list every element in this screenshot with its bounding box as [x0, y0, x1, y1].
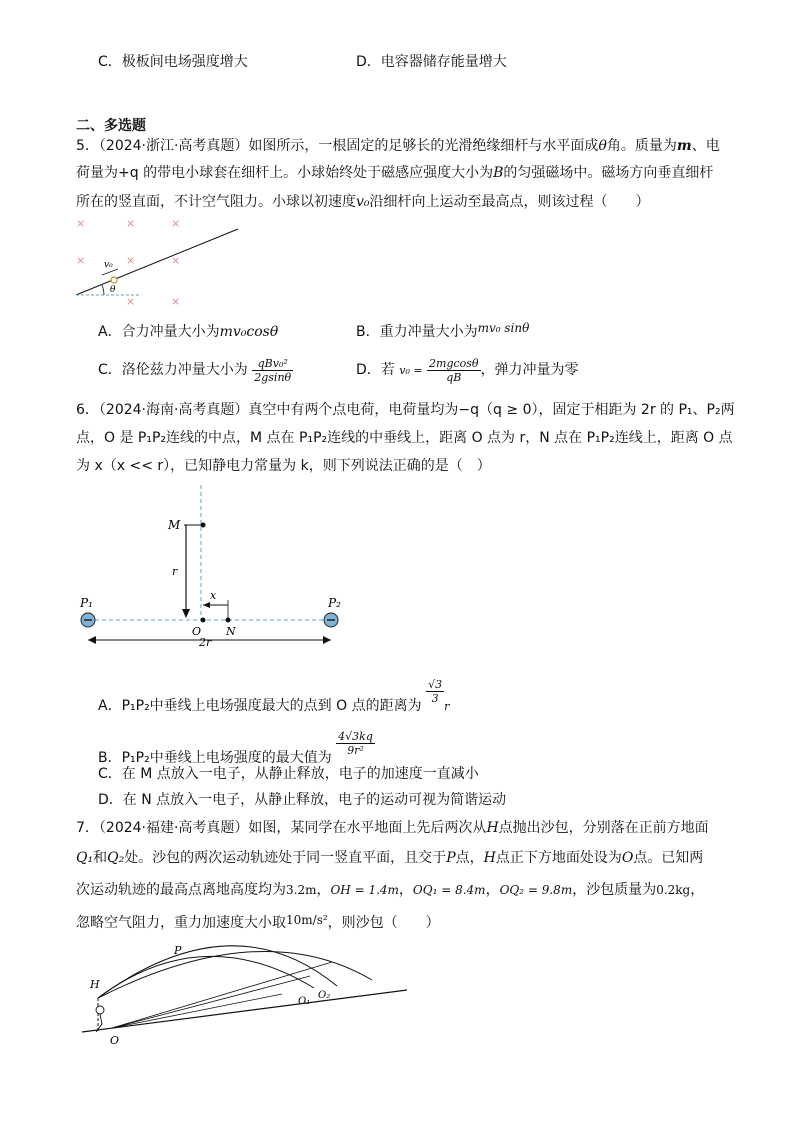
q7-text: 点，: [455, 850, 484, 866]
q5-text: 角。质量为: [606, 138, 677, 154]
q7-text: ，则沙包（ ）: [327, 915, 440, 931]
q6-label-n: N: [226, 625, 236, 638]
cross-mark: ×: [171, 254, 181, 267]
q7-line-1: [76, 818, 709, 838]
q5-ball: [111, 277, 117, 283]
option-label: A．P₁P₂中垂线上电场强度最大的点到 O 点的距离为: [98, 698, 422, 714]
q7-text: 次运动轨迹的最高点离地高度均为: [76, 882, 286, 898]
fraction-denominator: qB: [446, 370, 462, 384]
q6-label-o: O: [192, 625, 202, 638]
q7-mass: 0.2kg: [656, 883, 691, 897]
q7-ground-line: [82, 990, 407, 1032]
cross-mark: ×: [171, 295, 181, 308]
q6-line-3: 为 x（x << r），已知静电力常量为 k，则下列说法正确的是（ ）: [76, 458, 491, 474]
option-formula: mv₀ sinθ: [477, 321, 530, 335]
q7-trajectory-2: [98, 946, 337, 998]
q7-text: ，: [485, 882, 500, 898]
q7-P: P: [446, 850, 456, 866]
q5-text: 所在的竖直面，不计空气阻力。小球以初速度: [76, 194, 356, 210]
q6-label-p1: P₁: [80, 596, 93, 610]
q7-text: ，沙包质量为: [572, 882, 657, 898]
q7-height: 3.2m: [286, 883, 317, 897]
arrow-head-icon: [182, 609, 190, 618]
q5-option-d-fraction: [427, 357, 481, 384]
q6-label-p2: P₂: [328, 596, 341, 610]
cross-mark: ×: [126, 217, 136, 230]
q6-point-n: [226, 618, 231, 623]
q7-guide-line: [112, 962, 332, 1028]
q5-text: 、电: [691, 138, 720, 154]
q6-option-a: [98, 678, 449, 717]
q7-text: 点抛出沙包，分别落在正前方地面: [498, 820, 709, 836]
option-formula: r: [444, 700, 450, 713]
fraction-numerator: qBv₀²: [252, 357, 293, 371]
q7-text: ，: [316, 882, 331, 898]
q5-theta: θ: [598, 138, 607, 154]
q4-option-d: D．电容器储存能量增大: [356, 54, 507, 70]
q7-text: 处。沙包的两次运动轨迹处于同一竖直平面，且交于: [124, 850, 447, 866]
fraction-numerator: 4√3kq: [338, 730, 373, 743]
q7-line-4: [76, 910, 440, 933]
q7-OQ1: OQ₁ = 8.4m: [412, 883, 486, 897]
q5-v0: v₀: [356, 194, 370, 210]
q5-option-a: [98, 322, 278, 342]
q6-label-r: r: [172, 565, 178, 578]
q5-line-2: [76, 163, 713, 183]
option-label: A．合力冲量大小为: [98, 324, 220, 340]
q7-label-p: P: [174, 944, 182, 957]
q6-label-x: x: [210, 589, 217, 602]
fraction-numerator: 2mgcosθ: [429, 356, 479, 370]
q6-option-c: C．在 M 点放入一电子，从静止释放，电子的加速度一直减小: [98, 766, 479, 782]
cross-mark: ×: [76, 254, 86, 267]
q5-field-crosses: [76, 217, 180, 308]
q5-m: m: [676, 138, 692, 154]
arrow-head-icon: [203, 602, 210, 608]
q7-thrower-head: [96, 1006, 104, 1014]
fraction-denominator: 3: [431, 692, 439, 705]
q7-line-3: [76, 880, 704, 900]
q7-figure: [82, 940, 412, 1055]
q7-OQ2: OQ₂ = 9.8m: [499, 883, 573, 897]
q7-H: H: [483, 850, 496, 866]
q5-text: 的匀强磁场中。磁场方向垂直细杆: [503, 165, 714, 181]
q7-label-h: H: [90, 978, 100, 991]
q7-O: O: [621, 850, 634, 866]
q7-H: H: [486, 820, 499, 836]
option-text: ，弹力冲量为零: [480, 362, 579, 378]
q6-line-2: 点，O 是 P₁P₂连线的中点，M 点在 P₁P₂连线的中垂线上，距离 O 点为 r，N 点在 P₁P₂连线上，距离 O 点: [76, 430, 733, 446]
q5-line-1: [76, 136, 720, 156]
q5-line-3: [76, 192, 650, 212]
q7-guide-line: [112, 994, 282, 1028]
q6-figure: [76, 485, 346, 649]
option-label: D．若: [356, 362, 395, 378]
q7-text: ，: [690, 882, 705, 898]
q5-text: 5．（2024·浙江·高考真题）如图所示，一根固定的足够长的光滑绝缘细杆与水平面成: [76, 138, 599, 154]
q5-figure: [70, 215, 250, 310]
q4-option-c: C．极板间电场强度增大: [98, 54, 248, 70]
q6-point-o: [201, 618, 206, 623]
cross-mark: ×: [76, 217, 86, 230]
q5-option-c: [98, 356, 293, 384]
q7-text: 点正下方地面处设为: [495, 850, 622, 866]
cross-mark: ×: [126, 254, 136, 267]
q7-text: 忽略空气阻力，重力加速度大小取: [76, 915, 286, 931]
q5-angle-arc: [102, 285, 104, 295]
q5-B: B: [493, 165, 504, 181]
option-label: C．洛伦兹力冲量大小为: [98, 362, 248, 378]
option-formula: mv₀cosθ: [219, 324, 279, 340]
q7-Q2: Q₂: [107, 850, 125, 866]
q6-option-a-fraction: [426, 678, 444, 705]
fraction-denominator: 9r²: [347, 744, 364, 757]
q5-rod: [76, 229, 238, 295]
q7-OH: OH = 1.4m: [330, 883, 399, 897]
q5-fig-v0: v₀: [104, 260, 113, 270]
cross-mark: ×: [171, 217, 181, 230]
arrow-head-icon: [88, 636, 96, 644]
q7-guide-line: [112, 976, 310, 1028]
q6-line-1: 6．（2024·海南·高考真题）真空中有两个点电荷，电荷量均为−q（q ≥ 0），固定于相距为 2r 的 P₁、P₂两: [76, 402, 735, 418]
q7-line-2: [76, 848, 703, 868]
section-title: 二、多选题: [76, 118, 146, 134]
q6-option-b-fraction: [336, 730, 375, 757]
cross-mark: ×: [126, 295, 136, 308]
q5-option-c-fraction: [252, 357, 293, 384]
q5-option-d: [356, 356, 579, 385]
option-label: B．P₁P₂中垂线上电场强度的最大值为: [98, 750, 332, 766]
q5-text: 沿细杆向上运动至最高点，则该过程（ ）: [369, 194, 650, 210]
q5-option-b: [356, 318, 529, 342]
q6-label-2r: 2r: [199, 636, 212, 649]
q7-g: 10m/s²: [286, 913, 328, 927]
q5-fig-theta: θ: [110, 285, 116, 295]
option-formula: v₀ =: [399, 364, 423, 377]
q7-label-o1: O₁: [298, 996, 311, 1007]
option-label: B．重力冲量大小为: [356, 324, 478, 340]
arrow-head-icon: [323, 636, 331, 644]
q7-label-o2: O₂: [318, 990, 331, 1001]
q7-text: 和: [93, 850, 108, 866]
q6-label-m: M: [168, 518, 181, 532]
q7-text: ，: [398, 882, 413, 898]
q5-text: 荷量为+q 的带电小球套在细杆上。小球始终处于磁感应强度大小为: [76, 165, 494, 181]
fraction-denominator: 2gsinθ: [254, 370, 292, 384]
fraction-numerator: √3: [428, 678, 443, 691]
q7-text: 7．（2024·福建·高考真题）如图，某同学在水平地面上先后两次从: [76, 820, 487, 836]
q7-label-o: O: [110, 1034, 120, 1047]
q7-Q1: Q₁: [76, 850, 94, 866]
q7-text: 点。已知两: [633, 850, 704, 866]
q6-option-d: D．在 N 点放入一电子，从静止释放，电子的运动可视为简谐运动: [98, 792, 507, 808]
